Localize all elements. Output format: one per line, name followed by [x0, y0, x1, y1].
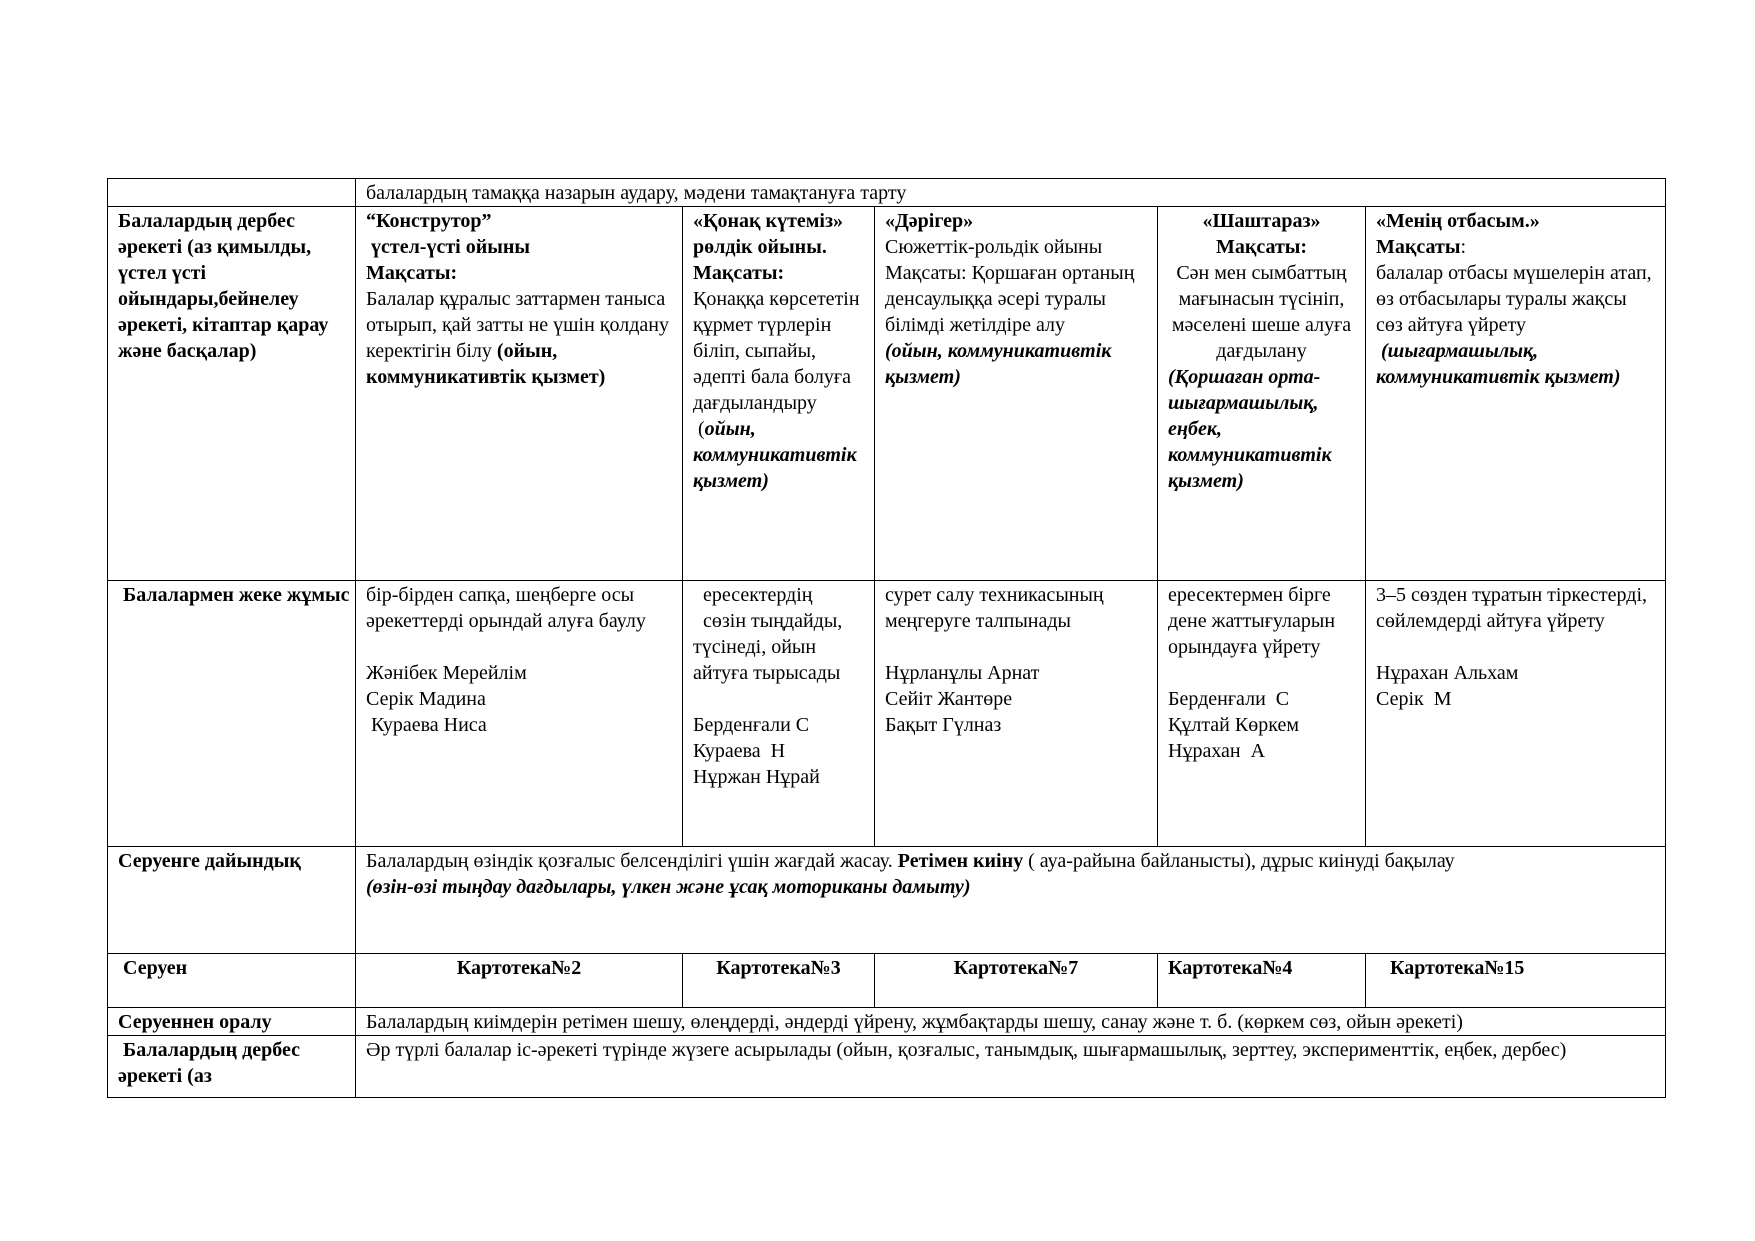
activity-type: (Қоршаған орта-шығармашылық, еңбек, коммуникативтік қызмет) — [1168, 366, 1332, 492]
child-name: Сейіт Жантөре — [885, 688, 1013, 710]
child-name: Кураева Ниса — [366, 714, 487, 736]
child-name: Берденғали С — [1168, 688, 1290, 710]
activity-cell-hairdresser — [1158, 207, 1366, 581]
return-cell: Балалардың киімдерін ретімен шешу, өлеңдерді, әндерді үйрену, жұмбақтарды шешу, санау және т. б. (көркем сөз, ойын әрекеті) — [356, 1008, 1666, 1036]
activity-title: «Дәрігер» — [885, 210, 974, 232]
prep-skills: (өзін-өзі тыңдау дағдылары, үлкен және ұсақ моториканы дамыту) — [366, 876, 971, 898]
activity-type: ойын, коммуникативтік қызмет) — [693, 418, 857, 492]
label-cell — [108, 179, 356, 207]
child-name: Бақыт Гүлназ — [885, 714, 1002, 736]
child-name: Серік М — [1376, 688, 1452, 710]
activity-subtitle: үстел-үсті ойыны — [366, 236, 530, 258]
activity-open: ( — [693, 418, 705, 440]
child-name: Жәнібек Мерейлім — [366, 662, 527, 684]
child-name: Серік Мадина — [366, 688, 486, 710]
goal-text: Сән мен сымбаттың мағынасын түсініп, мәселені шеше алуға дағдылану — [1171, 262, 1357, 362]
individual-cell — [875, 581, 1158, 847]
prep-text-2: ( ауа-райына байланысты), дұрыс киінуді бақылау — [1023, 850, 1455, 872]
individual-task: 3–5 сөзден тұратын тіркестерді, сөйлемдерді айтуға үйрету — [1376, 584, 1653, 632]
goal-label: Мақсаты — [1376, 236, 1461, 258]
intro-text: балалардың тамаққа назарын аудару, мәдени тамақтануға тарту — [366, 182, 907, 204]
individual-task: ересектермен бірге дене жаттығуларын орындауға үйрету — [1168, 584, 1341, 658]
goal-label: Мақсаты: — [366, 262, 458, 284]
activity-type: (шығармашылық, коммуникативтік қызмет) — [1376, 340, 1621, 388]
prep-cell — [356, 847, 1666, 954]
activity-title: «Шаштараз» — [1202, 210, 1321, 232]
prep-text: Балалардың өзіндік қозғалыс белсенділігі үшін жағдай жасау. — [366, 850, 898, 872]
goal-text: Балалар құралыс заттармен таныса отырып, қай затты не үшін қолдану керектігін білу — [366, 288, 669, 362]
goal-colon: : — [1460, 236, 1467, 258]
walk-card: Картотека№15 — [1366, 954, 1666, 1008]
last-cell: Әр түрлі балалар іс-әрекеті түрінде жүзеге асырылады (ойын, қозғалыс, танымдық, шығармашылық, зерттеу, эксперименттік, еңбек, дербес) — [356, 1036, 1666, 1098]
activity-type: (ойын, коммуникативтік қызмет) — [885, 340, 1112, 388]
individual-task: ересектердің сөзін тыңдайды, түсінеді, ойын айтуға тырысады — [693, 584, 843, 684]
prep-bold: Ретімен киіну — [897, 850, 1024, 872]
activity-title: «Менің отбасым.» — [1376, 210, 1540, 232]
row-label-individual: Балалармен жеке жұмыс — [108, 581, 356, 847]
individual-cell — [683, 581, 875, 847]
table-row — [108, 954, 1666, 1008]
child-name: Нұрахан Альхам — [1376, 662, 1519, 684]
table-row — [108, 179, 1666, 207]
walk-card: Картотека№7 — [875, 954, 1158, 1008]
individual-cell — [1158, 581, 1366, 847]
activity-cell-family — [1366, 207, 1666, 581]
child-name: Нұрланұлы Арнат — [885, 662, 1040, 684]
table-row — [108, 847, 1666, 954]
individual-cell — [1366, 581, 1666, 847]
table-row — [108, 1036, 1666, 1098]
row-label-walk: Серуен — [108, 954, 356, 1008]
child-name: Нұржан Нұрай — [693, 766, 820, 788]
activity-subtitle: Сюжеттік-рольдік ойыны — [885, 236, 1103, 258]
individual-cell — [356, 581, 683, 847]
child-name: Берденғали С — [693, 714, 810, 736]
table-row — [108, 207, 1666, 581]
intro-cell — [356, 179, 1666, 207]
individual-task: сурет салу техникасының меңгеруге талпынады — [885, 584, 1109, 632]
activity-title: “Конструтор” — [366, 210, 492, 232]
walk-card: Картотека№2 — [356, 954, 683, 1008]
row-label-last: Балалардың дербес әрекеті (аз — [108, 1036, 356, 1098]
activity-cell-doctor — [875, 207, 1158, 581]
individual-task: бір-бірден сапқа, шеңберге осы әрекеттерді орындай алуға баулу — [366, 584, 646, 632]
child-name: Кураева Н — [693, 740, 786, 762]
row-label-return: Серуеннен оралу — [108, 1008, 356, 1036]
goal-label: Мақсаты: — [693, 262, 785, 284]
activity-type: (ойын, коммуникативтік қызмет) — [366, 340, 606, 388]
goal-text: Қонаққа көрсететін құрмет түрлерін біліп, сыпайы, әдепті бала болуға дағдыландыру — [693, 288, 860, 414]
row-label-independent: Балалардың дербес әрекеті (аз қимылды, үстел үсті ойындары,бейнелеу әрекеті, кітаптар қарау және басқалар) — [108, 207, 356, 581]
table-row — [108, 1008, 1666, 1036]
walk-card: Картотека№3 — [683, 954, 875, 1008]
plan-table — [107, 178, 1666, 1098]
child-name: Құлтай Көркем — [1168, 714, 1299, 736]
goal-text: Мақсаты: Қоршаған ортаның денсаулыққа әсері туралы білімді жетілдіре алу — [885, 262, 1140, 336]
activity-title: «Қонақ күтеміз» рөлдік ойыны. — [693, 210, 843, 258]
child-name: Нұрахан А — [1168, 740, 1266, 762]
activity-cell-constructor — [356, 207, 683, 581]
goal-label: Мақсаты: — [1215, 236, 1308, 258]
row-label-prep: Серуенге дайындық — [108, 847, 356, 954]
activity-cell-guest — [683, 207, 875, 581]
goal-text: балалар отбасы мүшелерін атап, өз отбасылары туралы жақсы сөз айтуға үйрету — [1376, 262, 1657, 336]
table-row — [108, 581, 1666, 847]
walk-card: Картотека№4 — [1158, 954, 1366, 1008]
